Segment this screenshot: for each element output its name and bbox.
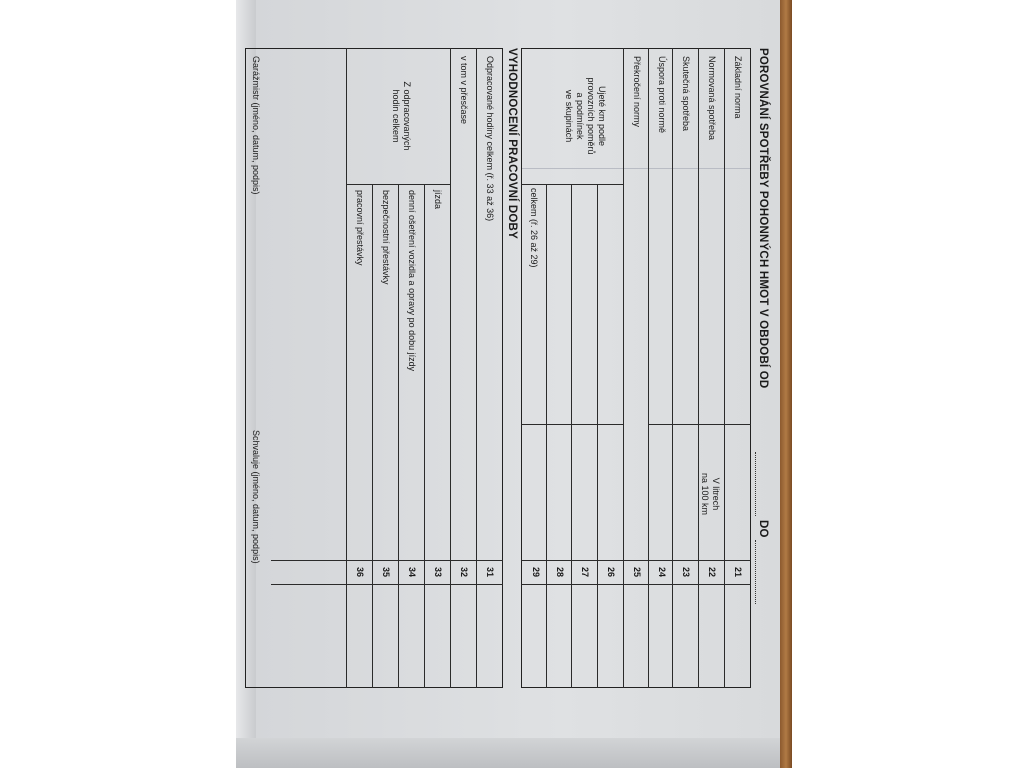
approver-signature-label: Schvaluje (jméno, datum, podpis) bbox=[251, 430, 261, 564]
row-number: 34 bbox=[407, 566, 417, 577]
row-label: v tom v přesčase bbox=[459, 56, 469, 125]
column-divider bbox=[521, 184, 624, 185]
row-number: 25 bbox=[632, 566, 642, 577]
row-number: 27 bbox=[580, 566, 590, 577]
row-label: Normovaná spotřeba bbox=[707, 56, 717, 141]
garage-master-signature-label: Garážmistr (jméno, datum, podpis) bbox=[251, 56, 261, 195]
row-number: 26 bbox=[606, 566, 616, 577]
date-to-field[interactable] bbox=[755, 540, 756, 604]
row-label: jízda bbox=[433, 190, 443, 210]
row-number: 22 bbox=[707, 566, 717, 577]
km-group-label: a podmínek bbox=[575, 92, 585, 140]
row-number: 21 bbox=[733, 566, 743, 577]
row-label: bezpečnostní přestávky bbox=[381, 190, 391, 285]
row-number: 32 bbox=[459, 566, 469, 577]
row-label: Překročení normy bbox=[632, 56, 642, 128]
hours-group-label: Z odpracovaných bbox=[402, 81, 412, 151]
date-from-field[interactable] bbox=[755, 452, 756, 516]
row-number: 35 bbox=[381, 566, 391, 577]
liters-label-2: na 100 km bbox=[700, 472, 710, 516]
section1-title-to: DO bbox=[757, 520, 769, 538]
row-number: 23 bbox=[681, 566, 691, 577]
km-group-label: ve skupinách bbox=[564, 89, 574, 143]
fuel-consumption-form bbox=[235, 0, 781, 768]
signature-area[interactable] bbox=[265, 49, 345, 687]
row-number: 31 bbox=[485, 566, 495, 577]
row-number: 24 bbox=[657, 566, 667, 577]
row-label: pracovní přestávky bbox=[355, 190, 365, 266]
row-number: 29 bbox=[531, 566, 541, 577]
column-divider bbox=[347, 184, 451, 185]
value-column[interactable] bbox=[522, 585, 750, 687]
liters-label: V litrech bbox=[711, 477, 721, 511]
km-group-label: Ujeté km podle bbox=[597, 85, 607, 147]
column-divider bbox=[649, 424, 751, 425]
wooden-table-edge bbox=[780, 0, 792, 768]
row-label: Skutečná spotřeba bbox=[681, 56, 691, 132]
row-number: 36 bbox=[355, 566, 365, 577]
km-group-label: provozních poměrů bbox=[586, 77, 596, 155]
section2-title: VYHODNOCENÍ PRACOVNÍ DOBY bbox=[506, 48, 518, 239]
row-label: Odpracované hodiny celkem (ř. 33 až 36) bbox=[485, 56, 495, 222]
hours-group-label: hodin celkem bbox=[391, 89, 401, 143]
row-number: 33 bbox=[433, 566, 443, 577]
hours-value-column[interactable] bbox=[347, 585, 502, 687]
grid-line bbox=[522, 168, 750, 169]
total-label: celkem (ř. 26 až 29) bbox=[529, 188, 539, 268]
row-label: Základní norma bbox=[733, 56, 743, 119]
row-number: 28 bbox=[555, 566, 565, 577]
column-divider bbox=[521, 424, 624, 425]
row-label: denní ošetření vozidla a opravy po dobu jízdy bbox=[407, 190, 417, 372]
section1-title: POROVNÁNÍ SPOTŘEBY POHONNÝCH HMOT V OBDOBÍ OD bbox=[757, 48, 769, 389]
row-label: Úspora proti normě bbox=[657, 56, 667, 134]
